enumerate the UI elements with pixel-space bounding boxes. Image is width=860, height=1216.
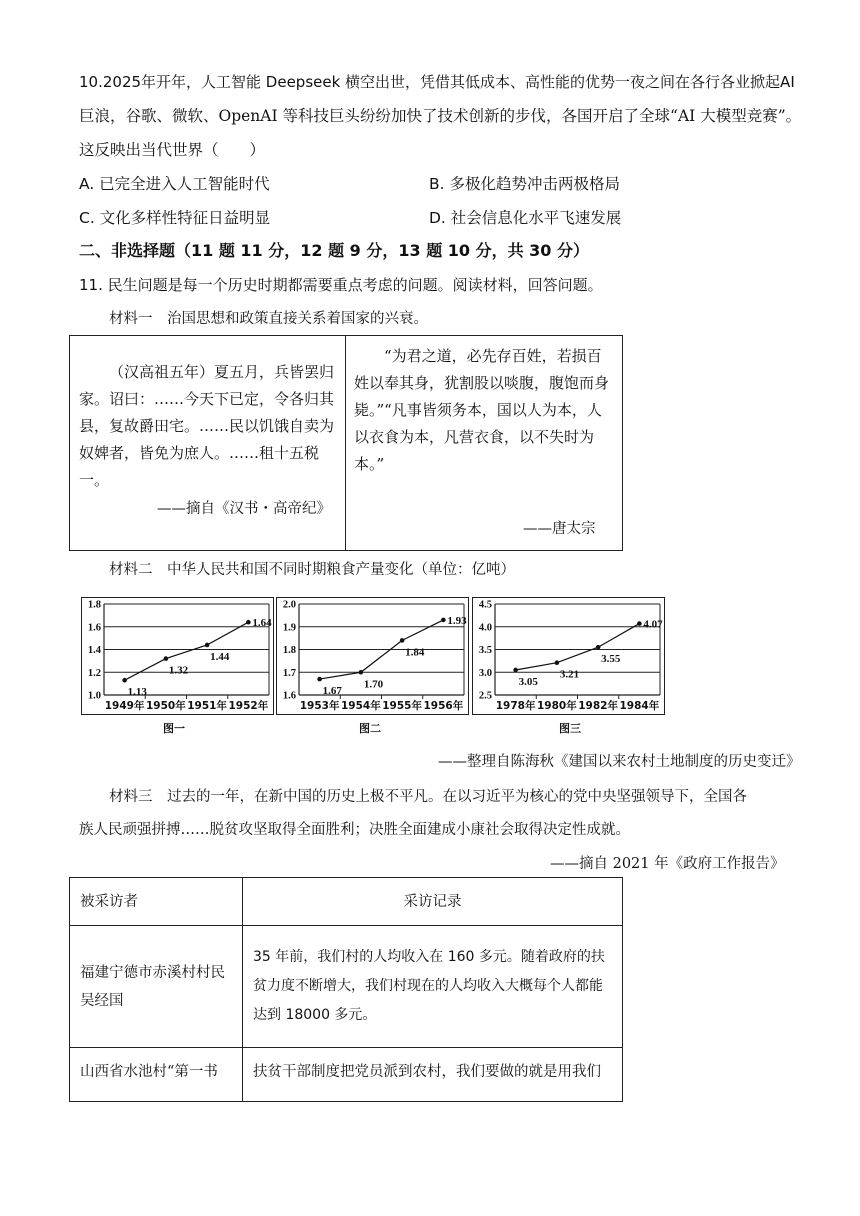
x-tick-label: 1950年 [146, 700, 186, 712]
y-tick-label: 1.7 [282, 667, 296, 679]
chart-1 [81, 597, 274, 715]
y-tick-label: 4.0 [478, 622, 492, 634]
data-label: 1.93 [447, 614, 467, 627]
q10-line-3: 这反映出当代世界（ ） [79, 141, 266, 159]
x-tick-label: 1951年 [187, 700, 227, 712]
table-cell: 山西省水池村“第一书 [70, 1048, 243, 1102]
y-tick-label: 3.5 [478, 645, 492, 656]
data-label: 3.05 [518, 675, 538, 688]
y-tick-label: 1.0 [87, 690, 101, 702]
data-point [122, 678, 127, 683]
table-cell: 扶贫干部制度把党员派到农村，我们要做的就是用我们 [243, 1048, 623, 1102]
x-tick-label: 1955年 [382, 700, 422, 712]
material-2-title: 材料二 中华人民共和国不同时期粮食产量变化（单位：亿吨） [109, 562, 515, 578]
x-tick-label: 1953年 [299, 700, 340, 712]
y-tick-label: 4.5 [478, 599, 492, 611]
q10-option-d: D. 社会信息化水平飞速发展 [429, 209, 622, 227]
data-label: 1.67 [322, 685, 342, 698]
chart-2-caption: 图二 [359, 722, 381, 735]
data-label: 1.70 [363, 678, 384, 691]
material-3-source: ——摘自 2021 年《政府工作报告》 [550, 856, 785, 872]
x-tick-label: 1952年 [228, 700, 269, 712]
x-tick-label: 1956年 [423, 700, 464, 712]
table-header-cell: 采访记录 [243, 878, 623, 926]
material-1-title: 材料一 治国思想和政策直接关系着国家的兴衰。 [109, 311, 428, 327]
y-tick-label: 1.8 [282, 645, 296, 656]
x-tick-label: 1984年 [619, 700, 660, 712]
y-tick-label: 3.0 [478, 667, 492, 679]
q10-option-a: A. 已完全进入人工智能时代 [79, 175, 270, 193]
data-point [246, 620, 251, 625]
data-label: 1.64 [252, 617, 272, 630]
y-tick-label: 1.8 [87, 599, 101, 611]
data-label: 1.84 [405, 646, 425, 659]
material-2-source: ——整理自陈海秋《建国以来农村土地制度的历史变迁》 [438, 754, 801, 770]
interview-table [69, 877, 623, 1102]
x-tick-label: 1978年 [495, 700, 536, 712]
x-tick-label: 1949年 [104, 700, 145, 712]
table-row [70, 1048, 623, 1102]
y-tick-label: 1.6 [282, 690, 296, 702]
chart-frame [473, 598, 665, 715]
data-label: 1.13 [127, 686, 147, 699]
data-label: 1.44 [210, 650, 230, 663]
material-1-left-source: ——摘自《汉书・高帝纪》 [157, 501, 331, 517]
data-point [164, 656, 169, 661]
y-tick-label: 1.9 [282, 622, 296, 634]
section-heading: 二、非选择题（11 题 11 分，12 题 9 分，13 题 10 分，共 30 分） [79, 241, 590, 260]
data-point [513, 668, 518, 673]
data-point [596, 645, 601, 650]
q10-option-c: C. 文化多样性特征日益明显 [79, 209, 271, 227]
q10-line-2: 巨浪，谷歌、微软、OpenAI 等科技巨头纷纷加快了技术创新的步伐，各国开启了全球“AI 大模型竞赛”。 [79, 107, 802, 125]
data-point [555, 660, 560, 665]
chart-3 [472, 597, 665, 715]
q10-option-b: B. 多极化趋势冲击两极格局 [429, 175, 620, 193]
x-tick-label: 1980年 [537, 700, 577, 712]
data-point [441, 618, 446, 623]
y-tick-label: 1.4 [87, 645, 101, 656]
material-3-line-1: 材料三 过去的一年，在新中国的历史上极不平凡。在以习近平为核心的党中央坚强领导下，全国各 [109, 789, 747, 805]
chart-2 [276, 597, 469, 715]
table-row [70, 926, 623, 1048]
chart-frame [277, 598, 469, 715]
data-point [359, 670, 364, 675]
y-tick-label: 1.2 [87, 667, 101, 679]
x-tick-label: 1954年 [341, 700, 381, 712]
material-3-line-2: 族人民顽强拼搏……脱贫攻坚取得全面胜利；决胜全面建成小康社会取得决定性成就。 [79, 822, 630, 838]
table-cell: 福建宁德市赤溪村村民吴经国 [70, 926, 243, 1048]
table-cell: 35 年前，我们村的人均收入在 160 多元。随着政府的扶贫力度不断增大，我们村现在的人均收入大概每个人都能达到 18000 多元。 [243, 926, 623, 1048]
data-label: 3.21 [559, 668, 580, 681]
data-label: 1.32 [168, 664, 189, 677]
data-point [400, 638, 405, 643]
material-1-right-source: ——唐太宗 [523, 521, 596, 537]
chart-1-caption: 图一 [163, 722, 185, 735]
data-point [637, 621, 642, 626]
data-label: 4.07 [643, 618, 663, 631]
data-point [205, 643, 210, 648]
y-tick-label: 2.0 [282, 599, 296, 611]
data-label: 3.55 [601, 653, 621, 666]
series-line [516, 624, 640, 670]
data-point [317, 677, 322, 682]
q11-intro: 11. 民生问题是每一个历史时期都需要重点考虑的问题。阅读材料，回答问题。 [79, 276, 603, 294]
y-tick-label: 1.6 [87, 622, 101, 634]
material-1-divider [345, 335, 346, 551]
chart-frame [82, 598, 274, 715]
x-tick-label: 1982年 [578, 700, 618, 712]
table-header-row [70, 878, 623, 926]
table-header-cell: 被采访者 [70, 878, 243, 926]
material-1-right-text: “为君之道，必先存百姓，若损百姓以奉其身，犹割股以啖腹，腹饱而身毙。”“凡事皆须务本，国以人为本，人以衣食为本，凡营衣食，以不失时为本。” [354, 347, 610, 473]
y-tick-label: 2.5 [478, 690, 492, 702]
material-1-left-text: （汉高祖五年）夏五月，兵皆罢归家。诏曰：……今天下已定，令各归其县，复故爵田宅。……民以饥饿自卖为奴婢者，皆免为庶人。……租十五税一。 [79, 363, 335, 489]
chart-3-caption: 图三 [559, 722, 581, 735]
q10-line-1: 10.2025年开年，人工智能 Deepseek 横空出世，凭借其低成本、高性能的优势一夜之间在各行各业掀起AI [79, 73, 795, 91]
